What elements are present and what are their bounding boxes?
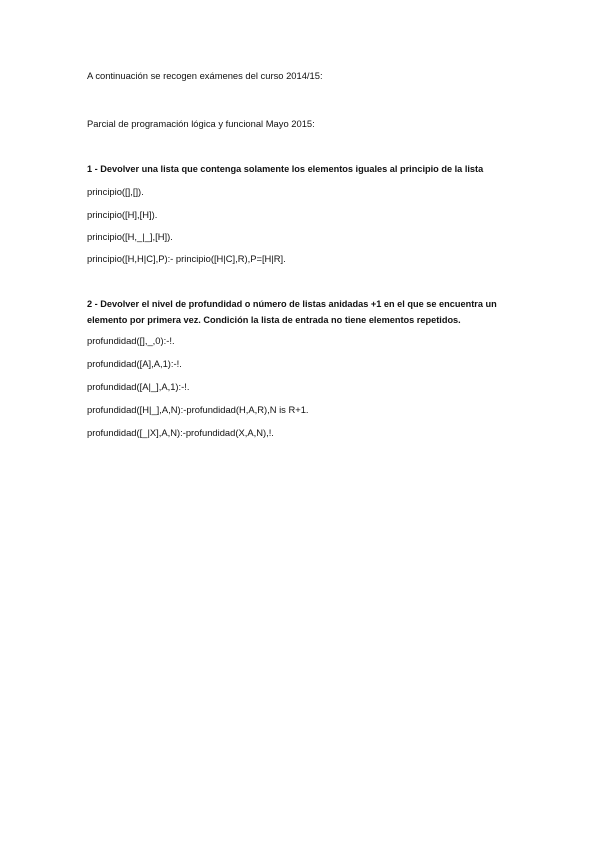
code-line: profundidad([A|_],A,1):-!. xyxy=(87,381,190,392)
exercise-2-heading: 2 - Devolver el nivel de profundidad o número de listas anidadas +1 en el que se encuentra un elemento por primera vez. Condición la lista de entrada no tiene elementos repetidos. xyxy=(87,299,497,325)
code-line: profundidad([],_,0):-!. xyxy=(87,335,175,346)
intro-text: A continuación se recogen exámenes del curso 2014/15: xyxy=(87,70,323,81)
code-line: profundidad([H|_],A,N):-profundidad(H,A,R),N is R+1. xyxy=(87,404,309,415)
code-line: principio([H],[H]). xyxy=(87,209,158,220)
code-line: principio([H,_|_],[H]). xyxy=(87,231,173,242)
code-line: profundidad([A],A,1):-!. xyxy=(87,358,182,369)
exam-title: Parcial de programación lógica y funcional Mayo 2015: xyxy=(87,118,315,129)
exercise-1-heading: 1 - Devolver una lista que contenga solamente los elementos iguales al principio de la lista xyxy=(87,164,484,174)
code-line: principio([H,H|C],P):- principio([H|C],R),P=[H|R]. xyxy=(87,253,286,264)
code-line: profundidad([_|X],A,N):-profundidad(X,A,N),!. xyxy=(87,427,274,438)
code-line: principio([],[]). xyxy=(87,186,144,197)
